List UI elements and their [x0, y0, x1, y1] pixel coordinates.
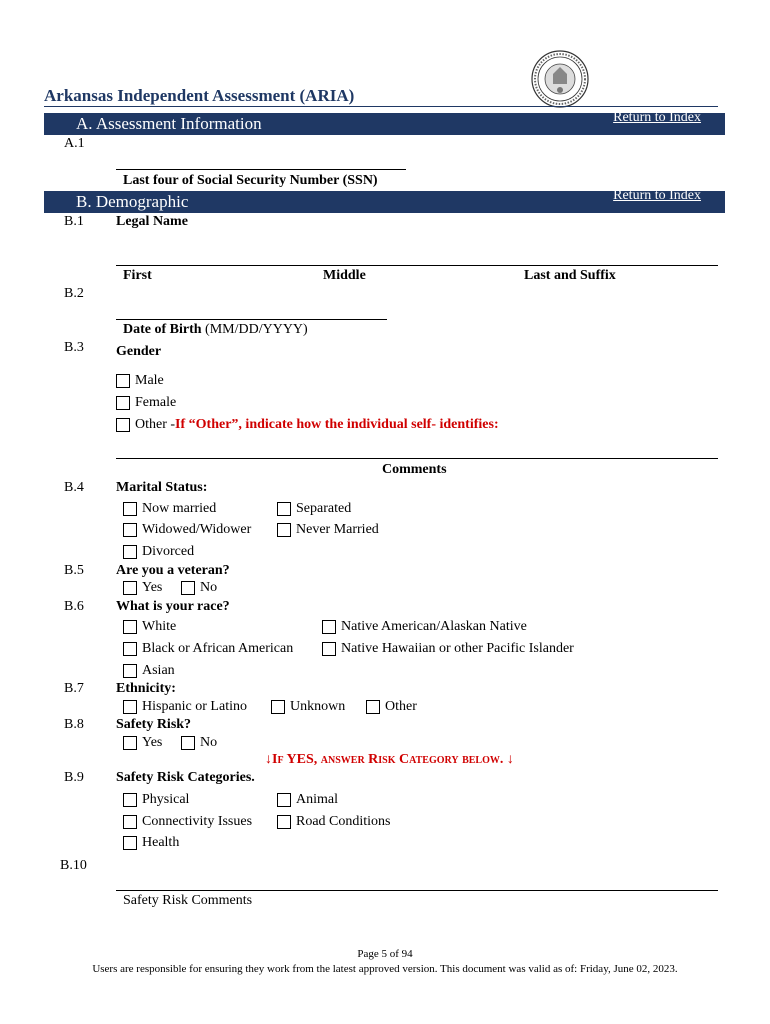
b10-number: B.10: [60, 858, 87, 873]
safety-risk-option-yes: [123, 735, 162, 751]
other-gender-checkbox[interactable]: [116, 418, 130, 432]
veteran-option-no: [181, 580, 217, 596]
section-b-title: B. Demographic: [76, 192, 189, 211]
safety-risk-yes-checkbox[interactable]: [123, 736, 137, 750]
widowed-label: Widowed/Widower: [142, 522, 252, 537]
safety-risk-note: ↓If YES, answer Risk Category below. ↓: [265, 752, 514, 767]
race-option-native-hawaiian: [322, 641, 574, 657]
divorced-checkbox[interactable]: [123, 545, 137, 559]
section-a-header: [44, 110, 725, 135]
other-gender-label: Other -: [135, 417, 176, 432]
ssn-label: Last four of Social Security Number (SSN): [123, 173, 378, 188]
risk-option-connectivity: [123, 814, 252, 830]
race-option-white: [123, 619, 176, 635]
white-checkbox[interactable]: [123, 620, 137, 634]
other-gender-note: If “Other”, indicate how the individual self- identifies:: [175, 417, 499, 432]
section-a-return-link[interactable]: Return to Index: [613, 110, 701, 125]
road-conditions-label: Road Conditions: [296, 814, 391, 829]
first-name-label: First: [123, 268, 152, 283]
hispanic-checkbox[interactable]: [123, 700, 137, 714]
unknown-checkbox[interactable]: [271, 700, 285, 714]
black-label: Black or African American: [142, 641, 294, 656]
marital-option-now-married: [123, 501, 216, 517]
gender-option-female: [116, 395, 176, 411]
female-label: Female: [135, 395, 177, 410]
connectivity-checkbox[interactable]: [123, 815, 137, 829]
gender-comments-field[interactable]: [116, 458, 718, 459]
veteran-label: Are you a veteran?: [116, 563, 230, 578]
veteran-yes-checkbox[interactable]: [123, 581, 137, 595]
race-option-native-american: [322, 619, 527, 635]
document-title: Arkansas Independent Assessment (ARIA): [44, 86, 355, 105]
veteran-yes-label: Yes: [142, 580, 163, 595]
last-name-label: Last and Suffix: [524, 268, 616, 283]
b7-number: B.7: [64, 681, 84, 696]
hispanic-label: Hispanic or Latino: [142, 699, 247, 714]
health-checkbox[interactable]: [123, 836, 137, 850]
risk-option-animal: [277, 792, 338, 808]
gender-option-other: [116, 417, 499, 433]
b9-number: B.9: [64, 770, 84, 785]
native-hawaiian-checkbox[interactable]: [322, 642, 336, 656]
ssn-field[interactable]: [116, 169, 406, 170]
now-married-checkbox[interactable]: [123, 502, 137, 516]
ethnicity-other-checkbox[interactable]: [366, 700, 380, 714]
race-option-black: [123, 641, 293, 657]
race-label: What is your race?: [116, 599, 230, 614]
now-married-label: Now married: [142, 501, 217, 516]
marital-option-divorced: [123, 544, 194, 560]
state-seal-logo: [531, 50, 589, 108]
safety-risk-comments-field[interactable]: [116, 890, 718, 891]
animal-checkbox[interactable]: [277, 793, 291, 807]
health-label: Health: [142, 835, 180, 850]
safety-risk-option-no: [181, 735, 217, 751]
safety-risk-comments-label: Safety Risk Comments: [123, 893, 253, 908]
ethnicity-option-unknown: [271, 699, 345, 715]
b8-number: B.8: [64, 717, 84, 732]
page-number: Page 5 of 94: [357, 948, 413, 960]
asian-checkbox[interactable]: [123, 664, 137, 678]
middle-name-label: Middle: [323, 268, 366, 283]
title-rule: [44, 106, 718, 107]
ethnicity-option-hispanic: [123, 699, 247, 715]
separated-checkbox[interactable]: [277, 502, 291, 516]
footer-notice: Users are responsible for ensuring they work from the latest approved version. This document was valid as of: Friday, June 02, 2023.: [92, 963, 678, 975]
never-married-label: Never Married: [296, 522, 379, 537]
ethnicity-other-label: Other: [385, 699, 417, 714]
risk-option-physical: [123, 792, 189, 808]
section-b-header: [44, 188, 725, 213]
ethnicity-option-other: [366, 699, 417, 715]
section-a-title: A. Assessment Information: [76, 114, 262, 133]
dob-label-format: (MM/DD/YYYY): [201, 322, 308, 337]
safety-risk-yes-label: Yes: [142, 735, 163, 750]
female-checkbox[interactable]: [116, 396, 130, 410]
b5-number: B.5: [64, 563, 84, 578]
black-checkbox[interactable]: [123, 642, 137, 656]
veteran-no-label: No: [200, 580, 218, 595]
legal-name-field[interactable]: [116, 265, 718, 266]
divorced-label: Divorced: [142, 544, 195, 559]
safety-risk-no-label: No: [200, 735, 218, 750]
b2-number: B.2: [64, 286, 84, 301]
unknown-label: Unknown: [290, 699, 346, 714]
veteran-option-yes: [123, 580, 162, 596]
b3-number: B.3: [64, 340, 84, 355]
safety-risk-label: Safety Risk?: [116, 717, 192, 732]
a1-number: A.1: [64, 136, 85, 151]
marital-status-label: Marital Status:: [116, 480, 208, 495]
native-american-checkbox[interactable]: [322, 620, 336, 634]
b1-number: B.1: [64, 214, 84, 229]
ethnicity-label: Ethnicity:: [116, 681, 176, 696]
b6-number: B.6: [64, 599, 84, 614]
white-label: White: [142, 619, 177, 634]
widowed-checkbox[interactable]: [123, 523, 137, 537]
asian-label: Asian: [142, 663, 175, 678]
dob-label-main: Date of Birth: [123, 322, 202, 337]
marital-option-separated: [277, 501, 351, 517]
risk-option-road: [277, 814, 391, 830]
legal-name-label: Legal Name: [116, 214, 188, 229]
dob-field[interactable]: [116, 319, 387, 320]
separated-label: Separated: [296, 501, 352, 516]
never-married-checkbox[interactable]: [277, 523, 291, 537]
physical-label: Physical: [142, 792, 190, 807]
male-label: Male: [135, 373, 164, 388]
risk-option-health: [123, 835, 179, 851]
native-american-label: Native American/Alaskan Native: [341, 619, 527, 634]
gender-option-male: [116, 373, 164, 389]
b4-number: B.4: [64, 480, 84, 495]
connectivity-label: Connectivity Issues: [142, 814, 253, 829]
gender-label: Gender: [116, 344, 162, 359]
male-checkbox[interactable]: [116, 374, 130, 388]
marital-option-widowed: [123, 522, 251, 538]
race-option-asian: [123, 663, 175, 679]
dob-label: [123, 322, 308, 338]
road-conditions-checkbox[interactable]: [277, 815, 291, 829]
native-hawaiian-label: Native Hawaiian or other Pacific Islander: [341, 641, 574, 656]
section-b-return-link[interactable]: Return to Index: [613, 188, 701, 203]
veteran-no-checkbox[interactable]: [181, 581, 195, 595]
risk-categories-label: Safety Risk Categories.: [116, 770, 255, 785]
animal-label: Animal: [296, 792, 338, 807]
gender-comments-label: Comments: [382, 462, 447, 477]
physical-checkbox[interactable]: [123, 793, 137, 807]
marital-option-never-married: [277, 522, 379, 538]
safety-risk-no-checkbox[interactable]: [181, 736, 195, 750]
